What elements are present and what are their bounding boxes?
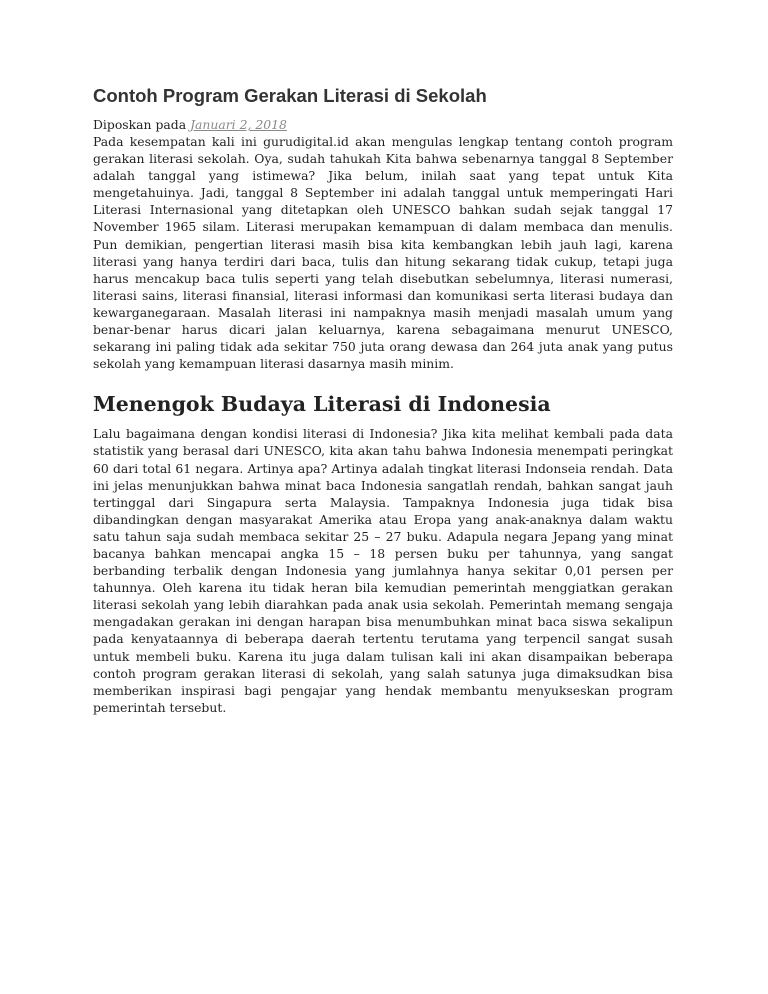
section-paragraph: Lalu bagaimana dengan kondisi literasi di Indonesia? Jika kita melihat kembali pada data statistik yang berasal dari UNESCO, kita akan tahu bahwa Indonesia menempati peringkat 60 dari total 61 negara. Artinya apa? Artinya adalah tingkat literasi Indonseia rendah. Data ini jelas menunjukkan bahwa minat baca Indonesia sangatlah rendah, bahkan sangat jauh tertinggal dari Singapura serta Malaysia. Tampaknya Indonesia juga tidak bisa dibandingkan dengan masyarakat Amerika atau Eropa yang anak-anaknya dalam waktu satu tahun saja sudah membaca sekitar 25 – 27 buku. Adapula negara Jepang yang minat bacanya bahkan mencapai angka 15 – 18 persen buku per tahunnya, yang sangat berbanding terbalik dengan Indonesia yang jumlahnya hanya sekitar 0,01 persen per tahunnya. Oleh karena itu tidak heran bila kemudian pemerintah menggiatkan gerakan literasi sekolah yang lebih diarahkan pada anak usia sekolah. Pemerintah memang sengaja mengadakan gerakan ini dengan harapan bisa menumbuhkan minat baca siswa sekalipun pada kenyataannya di beberapa daerah tertentu terutama yang terpencil sangat susah untuk membeli buku. Karena itu juga dalam tulisan kali ini akan disampaikan beberapa contoh program gerakan literasi di sekolah, yang salah satunya juga dimaksudkan bisa memberikan inspirasi bagi pengajar yang hendak membantu menyukseskan program pemerintah tersebut.	[93, 426, 673, 715]
posted-prefix: Diposkan pada	[93, 117, 187, 132]
intro-paragraph: Pada kesempatan kali ini gurudigital.id akan mengulas lengkap tentang contoh program gerakan literasi sekolah. Oya, sudah tahukah Kita bahwa sebenarnya tanggal 8 September adalah tanggal yang istimewa? Jika belum, inilah saat yang tepat untuk Kita mengetahuinya. Jadi, tanggal 8 September ini adalah tanggal untuk memperingati Hari Literasi Internasional yang ditetapkan oleh UNESCO bahkan sudah sejak tanggal 17 November 1965 silam. Literasi merupakan kemampuan di dalam membaca dan menulis. Pun demikian, pengertian literasi masih bisa kita kembangkan lebih jauh lagi, karena literasi yang hanya terdiri dari baca, tulis dan hitung sekarang tidak cukup, tetapi juga harus mencakup baca tulis seperti yang telah disebutkan sebelumnya, literasi numerasi, literasi sains, literasi finansial, literasi informasi dan komunikasi serta literasi budaya dan kewarganegaraan. Masalah literasi ini nampaknya masih menjadi masalah umum yang benar-benar harus dicari jalan keluarnya, karena sebagaimana menurut UNESCO, sekarang ini paling tidak ada sekitar 750 juta orang dewasa dan 264 juta anak yang putus sekolah yang kemampuan literasi dasarnya masih minim.	[93, 134, 673, 372]
post-meta	[93, 116, 673, 133]
article-title: Contoh Program Gerakan Literasi di Sekolah	[93, 85, 487, 106]
article	[93, 84, 673, 716]
section-heading: Menengok Budaya Literasi di Indonesia	[93, 392, 551, 417]
posted-date-link[interactable]: Januari 2, 2018	[190, 117, 287, 132]
